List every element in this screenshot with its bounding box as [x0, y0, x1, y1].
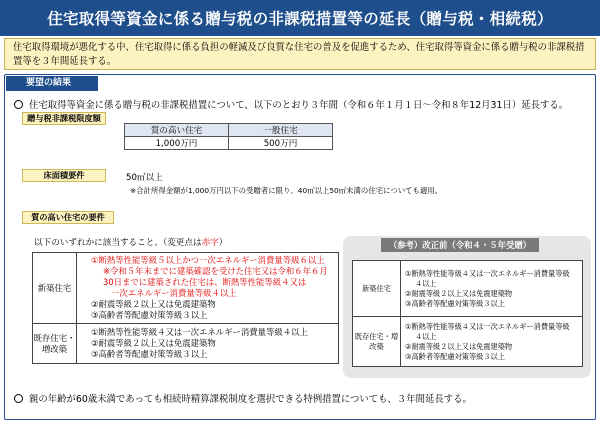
limit-label: 贈与税非課税限度額: [22, 112, 106, 125]
req-new-item-1-note-3: 一次エネルギー消費量等級４以上: [111, 288, 237, 298]
bullet-settlement: [14, 391, 472, 405]
req-existing-item-2: ②耐震等級２以上又は免震建築物: [91, 338, 216, 348]
prev-new-item-3: ③高齢者等配慮対策等級３以上: [405, 298, 505, 308]
prev-new-content: [401, 261, 583, 317]
requirements-table: [32, 252, 339, 364]
bullet-extension: [14, 97, 568, 111]
req-new-item-1-note: ※令和５年末までに建築確認を受けた住宅又は令和６年６月: [103, 266, 328, 276]
floor-note: ※合計所得金額が1,000万円以下の受贈者に限り、40㎡以上50㎡未満の住宅についても適用。: [130, 186, 443, 195]
prev-new-item-2: ②耐震等級２以上又は免震建築物: [405, 288, 513, 298]
prev-existing-item-3: ③高齢者等配慮対策等級３以上: [405, 351, 505, 361]
summary-box: 住宅取得環境が悪化する中、住宅取得に係る負担の軽減及び良質な住宅の普及を促進するため、住宅取得等資金に係る贈与税の非課税措置等を３年間延長する。: [4, 38, 596, 70]
req-new-item-2: ②耐震等級２以上又は免震建築物: [91, 299, 216, 309]
limit-value-quality: 1,000万円: [125, 137, 229, 150]
req-existing-content: [77, 324, 339, 364]
prev-existing-content: [401, 317, 583, 367]
limit-header-quality: 質の高い住宅: [125, 124, 229, 137]
floor-label: 床面積要件: [22, 169, 106, 182]
bullet-extension-text: 住宅取得等資金に係る贈与税の非課税措置について、以下のとおり３年間（令和６年１月１日～令和８年12月31日）延長する。: [29, 100, 569, 111]
req-existing-label: 既存住宅・増改築: [33, 324, 77, 364]
prev-new-label: 新築住宅: [353, 261, 401, 317]
result-tab: 要望の結果: [6, 76, 98, 91]
limit-header-general: 一般住宅: [229, 124, 333, 137]
req-new-item-3: ③高齢者等配慮対策等級３以上: [91, 310, 208, 320]
limit-table: [124, 123, 333, 150]
prev-existing-item-1-cont: ４以上: [415, 331, 437, 341]
req-existing-item-3: ③高齢者等配慮対策等級３以上: [91, 349, 208, 359]
req-existing-item-1: ①断熱等性能等級４又は一次エネルギー消費量等級４以上: [91, 327, 308, 337]
req-new-item-1-note-2: 30日までに建築された住宅は、断熱等性能等級４又は: [103, 277, 307, 287]
quality-label: 質の高い住宅の要件: [22, 211, 114, 224]
circle-bullet-icon: [14, 100, 23, 109]
quality-intro: 以下のいずれかに該当すること。（変更点は赤字）: [34, 238, 228, 248]
req-new-item-1: ①断熱等性能等級５以上かつ一次エネルギー消費量等級６以上: [91, 255, 325, 265]
req-new-content: [77, 253, 339, 324]
circle-bullet-icon: [14, 394, 23, 403]
limit-value-general: 500万円: [229, 137, 333, 150]
prev-new-item-1: ①断熱等性能等級４又は一次エネルギー消費量等級: [405, 268, 570, 278]
prev-existing-label: 既存住宅・増改築: [353, 317, 401, 367]
changes-red-marker: 赤字: [201, 238, 219, 248]
reference-title: （参考）改正前（令和４・５年受贈）: [381, 238, 539, 252]
prev-existing-item-1: ①断熱等性能等級４又は一次エネルギー消費量等級: [405, 321, 570, 331]
reference-table: [352, 260, 583, 367]
bullet-settlement-text: 親の年齢が60歳未満であっても相続時精算課税制度を選択できる特例措置についても、３年間延長する。: [29, 394, 472, 405]
floor-value: 50㎡以上: [126, 173, 163, 183]
prev-new-item-1-cont: ４以上: [415, 278, 437, 288]
prev-existing-item-2: ②耐震等級２以上又は免震建築物: [405, 341, 513, 351]
req-new-label: 新築住宅: [33, 253, 77, 324]
page-title: 住宅取得等資金に係る贈与税の非課税措置等の延長（贈与税・相続税）: [0, 0, 600, 36]
